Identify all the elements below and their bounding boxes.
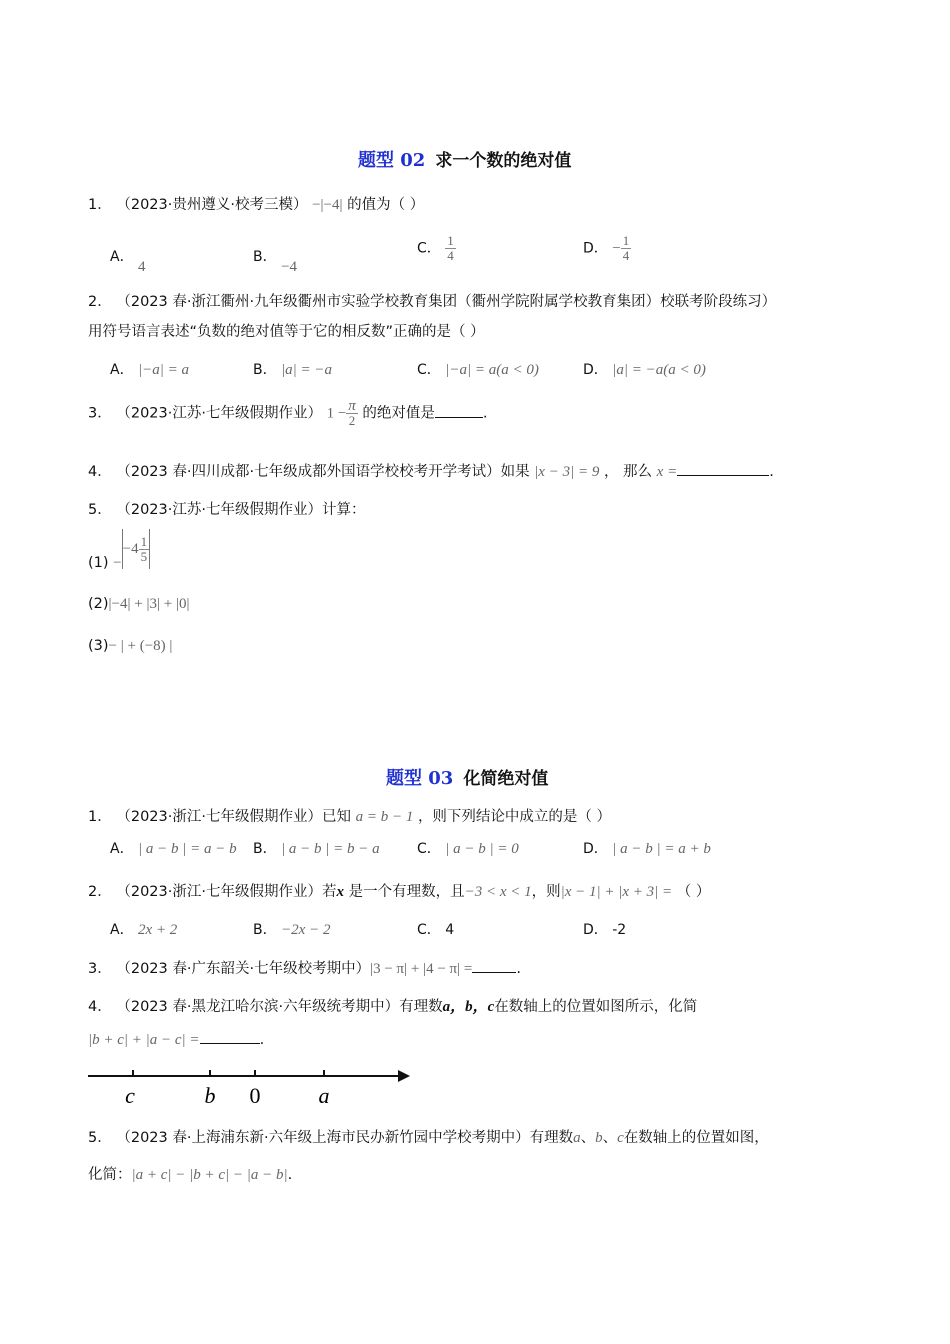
question-number: 1． [88,809,112,825]
question-source: （2023·浙江·七年级假期作业）若 [116,884,337,900]
fraction-numerator: 1 [447,233,454,248]
option-label: A． [110,841,134,857]
s03-q2-option-c[interactable] [417,919,454,939]
axis-label-c: c [125,1083,135,1108]
s02-q2 [88,290,776,311]
s02-q1-option-a[interactable] [110,246,146,275]
s02-q2-option-b[interactable] [253,359,332,379]
question-source: （2023·浙江·七年级假期作业）已知 [116,809,351,825]
fraction-numerator: 1 [140,533,148,549]
question-text: 是一个有理数，且 [348,884,465,900]
separator: 、 [580,1130,596,1146]
option-label: C． [417,841,441,857]
fraction-denominator: 2 [348,413,356,428]
section-03-tag: 题型 03 [386,768,454,789]
question-expression: |a + c| − |b + c| − |a − b| [131,1167,288,1183]
variable-a: a [573,1130,581,1146]
period: . [769,464,774,480]
s03-q2-option-b[interactable] [253,919,330,939]
question-number: 4． [88,464,112,480]
mixed-fraction [139,535,150,564]
question-text: 的值为（ ） [347,197,425,213]
option-label: B． [253,841,277,857]
question-number: 3． [88,405,112,422]
s02-q1 [88,193,424,214]
axis-arrow-icon [398,1070,410,1082]
answer-blank[interactable] [435,403,483,418]
option-label: A． [110,922,134,938]
question-text: ，则下列结论中成立的是（ ） [417,809,612,825]
option-fraction [621,234,632,263]
option-sign: − [612,240,621,257]
s03-q3 [88,957,521,978]
pi-fraction [346,399,358,428]
s02-q2-text: 用符号语言表述“负数的绝对值等于它的相反数”正确的是（ ） [88,324,485,340]
option-value: | a − b | = a − b [138,841,237,857]
answer-brackets: （ ） [676,884,711,900]
s02-q5-part1 [88,529,150,569]
part-label: (1) [88,555,109,571]
option-fraction [445,234,456,263]
mixed-whole: −4 [122,541,139,557]
option-value: 4 [445,922,455,938]
part-label: (3) [88,638,109,654]
question-number: 2． [88,884,112,900]
option-label: B． [253,362,277,378]
option-label: D． [583,841,608,857]
fraction-denominator: 4 [622,248,630,263]
question-expression: a = b − 1 [355,809,414,825]
s03-q1-option-c[interactable] [417,838,519,858]
option-value: |−a| = a(a < 0) [445,362,539,378]
part-label: (2) [88,596,109,612]
s02-q2-option-c[interactable] [417,359,539,379]
s02-q1-option-d[interactable] [583,234,631,263]
question-source: （2023·江苏·七年级假期作业）计算： [116,502,366,518]
s02-q5-part2 [88,596,189,613]
s03-q1-option-d[interactable] [583,838,711,858]
option-label: C． [417,240,441,257]
question-number: 5． [88,502,112,518]
option-value: |a| = −a(a < 0) [612,362,706,378]
section-02-tag: 题型 02 [358,150,426,171]
option-value: | a − b | = 0 [445,841,519,857]
fraction-numerator: π [348,398,356,414]
option-value: | a − b | = b − a [281,841,380,857]
axis-label-b: b [204,1083,216,1108]
option-value: -2 [612,922,627,938]
option-value: 2x + 2 [138,922,178,938]
answer-blank[interactable] [200,1029,260,1044]
question-text: ，则 [531,884,561,900]
s03-q5 [88,1126,769,1147]
question-expression: |−4| + |3| + |0| [108,596,190,612]
section-03-title: 化简绝对值 [463,769,549,789]
variable-x: x [336,884,344,900]
question-expression: |x − 3| = 9 [534,464,600,480]
option-value: −2x − 2 [281,922,331,938]
option-label: D． [583,240,608,257]
option-value: −4 [281,259,298,275]
question-expression: |x − 1| + |x + 3| = [560,884,673,900]
question-expression: |3 − π| + |4 − π| = [370,961,473,977]
option-label: C． [417,922,441,938]
question-number: 2． [88,294,112,310]
option-label: D． [583,922,608,938]
question-source: （2023 春·浙江衢州·九年级衢州市实验学校教育集团（衢州学院附属学校教育集团）校联考阶段练习） [116,294,777,310]
option-label: B． [253,249,277,265]
option-label: C． [417,362,441,378]
s02-q1-option-c[interactable] [417,234,456,263]
question-variables: a，b，c [442,999,495,1015]
option-label: D． [583,362,608,378]
option-label: A． [110,249,134,265]
number-line [86,1060,416,1110]
axis-label-a: a [318,1083,330,1108]
s03-q4-expr [88,1029,264,1049]
section-02-heading [358,146,571,172]
answer-blank[interactable] [472,958,516,973]
question-expression: |b + c| + |a − c| = [88,1032,200,1048]
s02-q2-option-d[interactable] [583,359,706,379]
s02-q5-part3 [88,638,172,655]
s03-q2 [88,880,710,901]
option-label: B． [253,922,277,938]
question-text: ， 那么 [603,464,653,480]
question-text: 的绝对值是 [362,405,435,422]
question-range: −3 < x < 1 [464,884,532,900]
s03-q1-option-b[interactable] [253,838,380,858]
fraction-denominator: 5 [140,548,148,564]
expression-part: − [113,555,122,571]
s02-q5 [88,498,365,519]
abs-bar [149,529,150,569]
axis-label-zero: 0 [249,1083,261,1108]
variable-c: c [617,1130,624,1146]
s03-q2-option-d[interactable] [583,919,626,939]
period: . [287,1167,293,1183]
question-expression: x = [656,464,678,480]
s02-q4 [88,460,774,481]
separator: 、 [602,1130,618,1146]
period: . [482,405,488,422]
s02-q3 [88,399,488,428]
answer-blank[interactable] [677,461,769,476]
s03-q1 [88,805,611,826]
question-source: （2023·贵州遵义·校考三模） [116,197,308,213]
s03-q4 [88,995,697,1016]
s03-q1-option-a[interactable] [110,838,237,858]
question-number: 4． [88,999,112,1015]
question-expression: − | + (−8) | [108,638,173,654]
s02-q2-option-a[interactable] [110,359,189,379]
question-number: 1． [88,197,112,213]
question-text: 在数轴上的位置如图， [623,1130,769,1146]
option-label: A． [110,362,134,378]
question-expression: −|−4| [312,197,343,213]
expression-part: 1 − [326,405,347,422]
question-source: （2023 春·广东韶关·七年级校考期中） [116,961,371,977]
question-source: （2023 春·四川成都·七年级成都外国语学校校考开学考试）如果 [116,464,530,480]
period: . [516,961,521,977]
fraction-numerator: 1 [622,233,630,248]
question-text: 在数轴上的位置如图所示，化简 [494,999,698,1015]
option-value: |−a| = a [138,362,190,378]
period: . [259,1032,265,1048]
variable-b: b [595,1130,603,1146]
question-number: 3． [88,961,112,977]
s03-q5-simplify [88,1163,292,1184]
fraction-denominator: 4 [447,248,454,263]
s03-q2-option-a[interactable] [110,919,177,939]
option-value: | a − b | = a + b [612,841,711,857]
question-number: 5． [88,1130,112,1146]
question-source: （2023·江苏·七年级假期作业） [116,405,322,422]
question-source: （2023 春·上海浦东新·六年级上海市民办新竹园中学校考期中）有理数 [116,1130,574,1146]
option-value: |a| = −a [281,362,333,378]
section-03-heading [386,764,548,790]
question-source: （2023 春·黑龙江哈尔滨·六年级统考期中）有理数 [116,999,443,1015]
section-02-title: 求一个数的绝对值 [435,151,572,171]
option-value: 4 [138,259,146,275]
simplify-label: 化简： [88,1167,132,1183]
s02-q1-option-b[interactable] [253,246,298,275]
